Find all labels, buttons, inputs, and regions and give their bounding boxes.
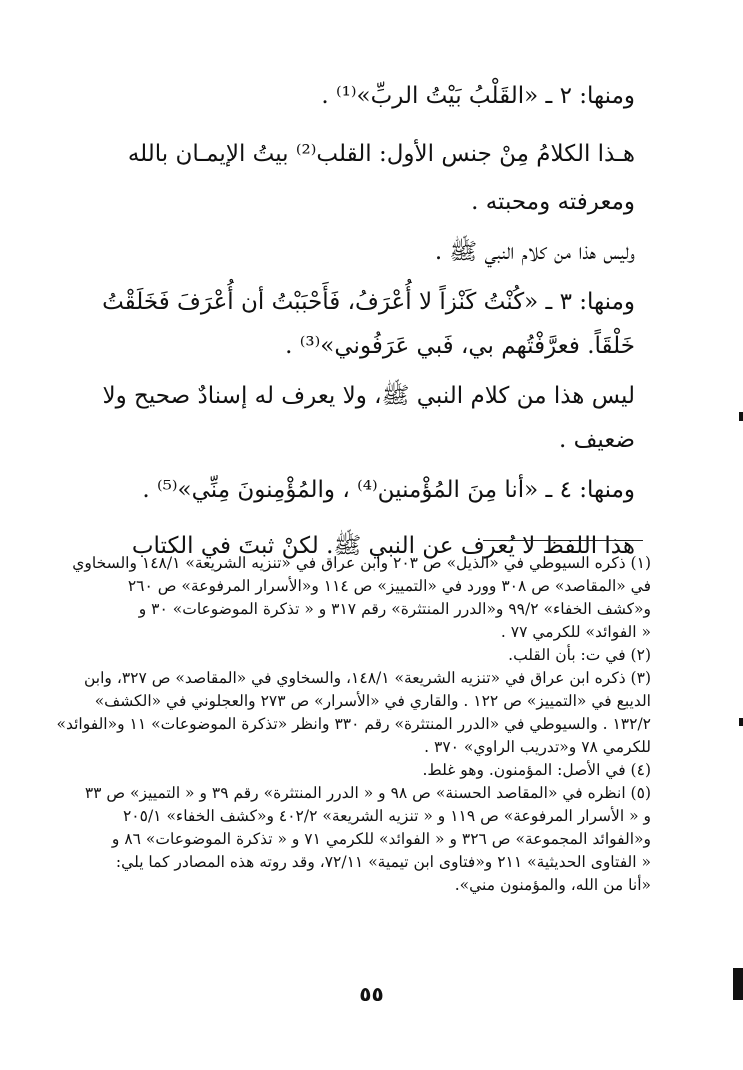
text-line: ومنها: ٢ ـ «القَلْبُ بَيْتُ الربِّ»⁽¹⁾ . bbox=[321, 83, 635, 109]
footnote-line: ١٣٢/٢ . والسيوطي في «الدرر المنتثرة» رقم ٣٣٠ وانظر «تذكرة الموضوعات» ١١ و«الفوائد» bbox=[56, 715, 651, 733]
footnote-line: (٥) انظره في «المقاصد الحسنة» ص ٩٨ و « الدرر المنتثرة» رقم ٣٩ و « التمييز» ص ٣٣ bbox=[84, 784, 651, 802]
footnote-line: (١) ذكره السيوطي في «الذيل» ص ٢٠٣ وابن عراق في «تنزيه الشريعة» ١٤٨/١ والسخاوي bbox=[72, 554, 651, 572]
footnotes bbox=[56, 552, 651, 897]
scan-mark bbox=[739, 718, 743, 726]
footnote-line: (٣) ذكره ابن عراق في «تنزيه الشريعة» ١٤٨/١، والسخاوي في «المقاصد» ص ٣٢٧، وابن bbox=[84, 669, 651, 687]
text-line: ليس هذا من كلام النبي ﷺ، ولا يعرف له إسنادٌ صحيح ولا bbox=[102, 383, 635, 409]
scan-mark bbox=[733, 968, 743, 1000]
footnote-line: « الفتاوى الحديثية» ٢١١ و«فتاوى ابن تيمية» ٧٢/١١، وقد روته هذه المصادر كما يلي: bbox=[115, 853, 651, 871]
text-line: ومعرفته ومحبته . bbox=[471, 189, 635, 215]
text-line: هـذا الكلامُ مِنْ جنس الأول: القلب⁽²⁾ بيتُ الإيمـان بالله bbox=[127, 141, 635, 167]
footnote-line: «أنا من الله، والمؤمنون مني». bbox=[454, 876, 651, 894]
text-line: هذا اللفظ لا يُعرف عن النبي ﷺ. لكنْ ثبتَ في الكتاب bbox=[131, 533, 635, 559]
text-line: ضعيف . bbox=[559, 427, 635, 453]
footnote-line: و«الفوائد المجموعة» ص ٣٢٦ و « الفوائد» للكرمي ٧١ و « تذكرة الموضوعات» ٨٦ و bbox=[111, 830, 651, 848]
text-line: ومنها: ٣ ـ «كُنْتُ كَنْزاً لا أُعْرَفُ، فَأَحْبَبْتُ أن أُعْرَفَ فَخَلَقْتُ bbox=[102, 289, 635, 315]
text-line: وليس هذا من كلام النبي ﷺ . bbox=[434, 239, 635, 265]
footnote-line: للكرمي ٧٨ و«تدريب الراوي» ٣٧٠ . bbox=[424, 738, 651, 756]
footnote-line: (٤) في الأصل: المؤمنون. وهو غلط. bbox=[422, 761, 651, 779]
main-text bbox=[102, 72, 635, 560]
footnote-line: الديبع في «التمييز» ص ١٢٢ . والقاري في «الأسرار» ص ٢٧٣ والعجلوني في «الكشف» bbox=[94, 692, 651, 710]
footnote-line: و«كشف الخفاء» ٩٩/٢ و«الدرر المنتثرة» رقم ٣١٧ و « تذكرة الموضوعات» ٣٠ و bbox=[138, 600, 651, 618]
footnote-line: و « الأسرار المرفوعة» ص ١١٩ و « تنزيه الشريعة» ٤٠٢/٢ و«كشف الخفاء» ٢٠٥/١ bbox=[122, 807, 651, 825]
page-number: ٥٥ bbox=[359, 982, 384, 1006]
footnote-line: « الفوائد» للكرمي ٧٧ . bbox=[500, 623, 651, 641]
footnote-separator bbox=[483, 540, 643, 541]
footnote-line: (٢) في ت: بأن القلب. bbox=[508, 646, 651, 664]
text-line: ومنها: ٤ ـ «أنا مِنَ المُؤْمنين⁽⁴⁾ ، والمُؤْمِنونَ مِنِّي»⁽⁵⁾ . bbox=[142, 477, 635, 503]
text-line: خَلْقَاً. فعرَّفْتُهم بي، فَبي عَرَفُوني»⁽³⁾ . bbox=[285, 333, 635, 359]
scan-mark bbox=[739, 412, 743, 421]
footnote-line: في «المقاصد» ص ٣٠٨ وورد في «التمييز» ص ١١٤ و«الأسرار المرفوعة» ص ٢٦٠ bbox=[127, 577, 651, 595]
